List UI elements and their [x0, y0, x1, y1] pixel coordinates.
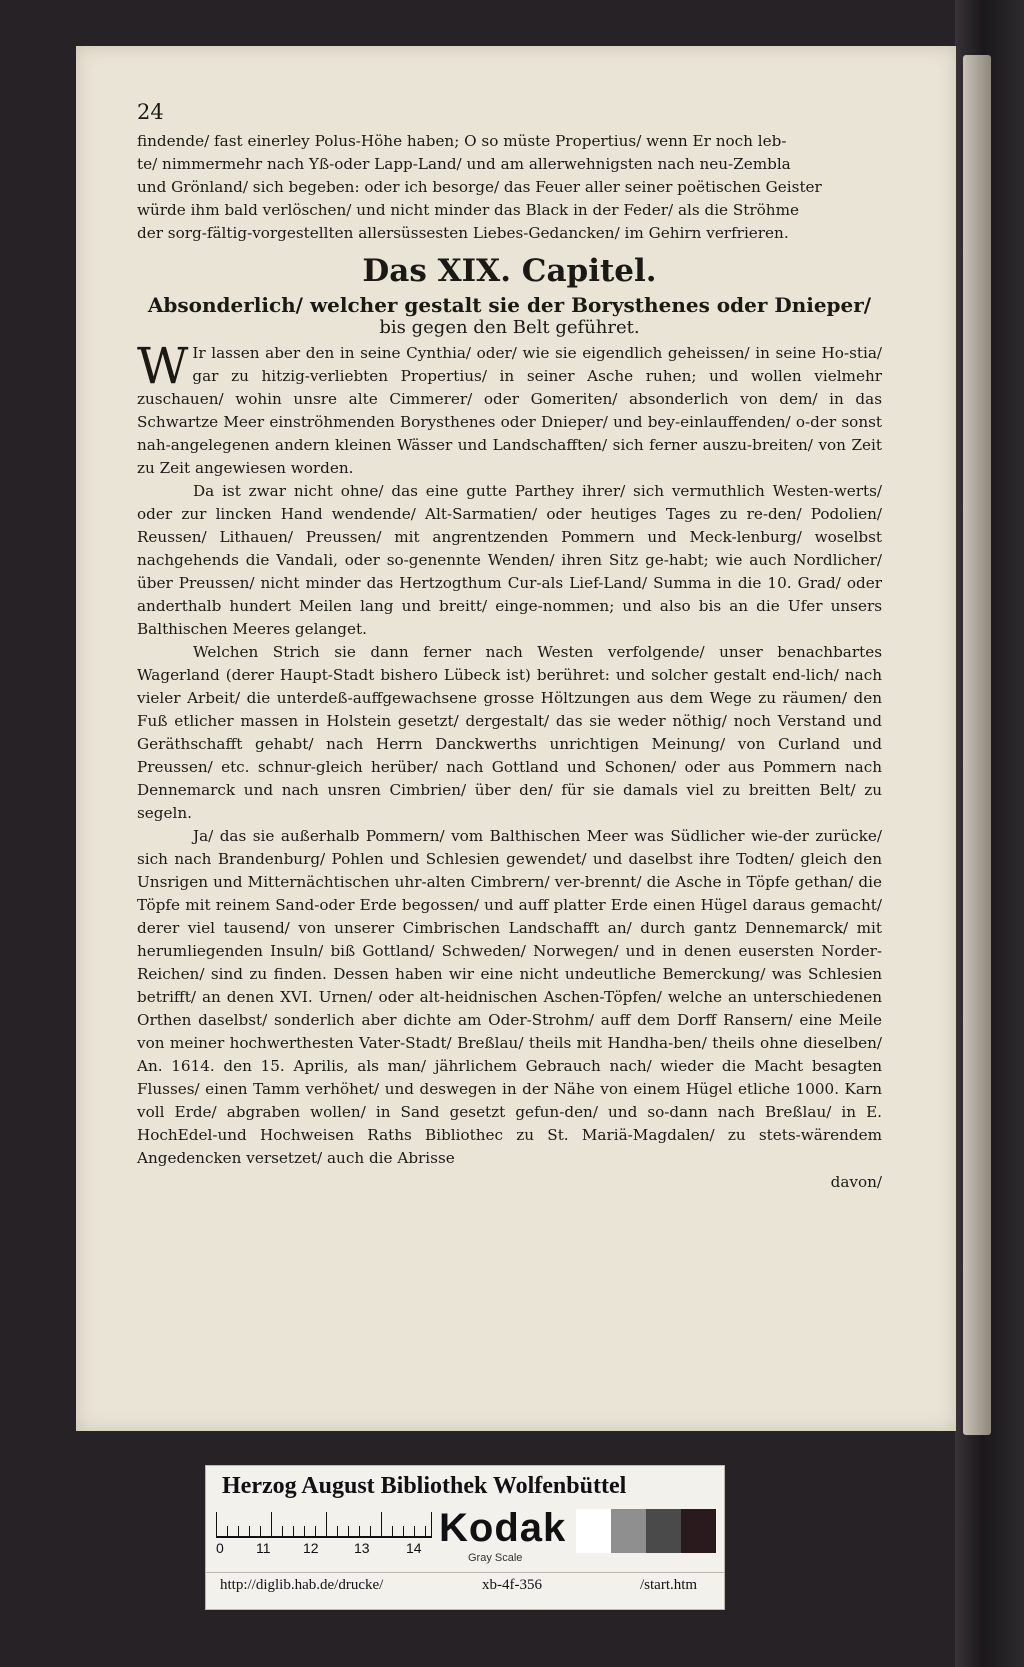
ruler-label: 0 — [216, 1540, 224, 1556]
ruler-label: 12 — [303, 1540, 319, 1556]
swatch-dark-gray — [646, 1509, 681, 1553]
shelfmark: xb-4f-356 — [482, 1577, 542, 1593]
paragraph-4: Ja/ das sie außerhalb Pommern/ vom Balthischen Meer was Südlicher wie-der zurücke/ sich nach Brandenburg/ Pohlen und Schlesien gewendet/ und daselbst ihre Todten/ gleich den Unsrigen und Mitternächtischen uhr-alten Cimbrern/ ver-brennt/ die Asche in Töpfe gethan/ die Töpfe mit reinem Sand-oder Erde begossen/ und auff platter Erde einen Hügel daraus gemacht/ derer viel tausend/ von unserer Cimbrischen Landschafft an/ durch gantz Dennemarck/ mit herumliegenden Insuln/ biß Gottland/ Schweden/ Norwegen/ und in denen eusersten Norder-Reichen/ sind zu finden. Dessen haben wir eine nicht undeutliche Bemerckung/ was Schlesien betrifft/ an denen XVI. Urnen/ oder alt-heidnischen Aschen-Töpfen/ welche an unterschiedenen Orthen daselbst/ sonderlich aber dichte am Oder-Strohm/ auff dem Dorff Ransern/ eine Meile von meiner hochwerthesten Vater-Stadt/ Breßlau/ theils mit Handha-ben/ theils ohne dieselben/ An. 1614. den 15. Aprilis, als man/ jährlichem Gebrauch nach/ wieder die Macht besagten Flusses/ einen Tamm verhöhet/ und deswegen in der Nähe von einem Hügel etliche 1000. Karn voll Erde/ abgraben wollen/ in Sand gesetzt gefun-den/ und so-dann nach Breßlau/ in E. HochEdel-und Hochweisen Raths Bibliothec zu St. Mariä-Magdalen/ zu stets-wärendem Angedencken versetzet/ auch die Abrisse — [137, 827, 882, 1167]
library-name: Herzog August Bibliothek Wolfenbüttel — [222, 1473, 627, 1499]
digital-library-url: http://diglib.hab.de/drucke/ — [220, 1577, 384, 1593]
gray-scale-label: Gray Scale — [468, 1552, 523, 1564]
chapter-title: Das XIX. Capitel. — [362, 253, 657, 289]
opening-line: findende/ fast einerley Polus-Höhe haben; O so müste Propertius/ wenn Er noch leb- — [137, 132, 787, 150]
opening-line: und Grönland/ sich begeben: oder ich besorge/ das Feuer aller seiner poëtischen Geister — [137, 178, 822, 196]
paragraph-2: Da ist zwar nicht ohne/ das eine gutte Parthey ihrer/ sich vermuthlich Westen-werts/ oder zur lincken Hand wendende/ Alt-Sarmatien/ oder heutiges Tages zu re-den/ Podolien/ Reussen/ Lithauen/ Preussen/ mit angrentzenden Pommern und Meck-lenburg/ woselbst nachgehends die Vandali, oder so-genennte Wenden/ ihren Sitz ge-habt; wie auch Nordlicher/ über Preussen/ nicht minder das Hertzogthum Cur-als Lief-Land/ Summa in die 10. Grad/ oder anderthalb hundert Meilen lang und breitt/ einge-nommen; und also bis an die Ufer unsers Balthischen Meeres gelanget. — [137, 482, 882, 638]
opening-line: der sorg-fältig-vorgestellten allersüssesten Liebes-Gedancken/ im Gehirn verfrieren. — [137, 224, 789, 242]
swatch-white — [576, 1509, 611, 1553]
card-divider — [206, 1572, 724, 1573]
next-page-edge — [963, 55, 991, 1435]
paragraph-3: Welchen Strich sie dann ferner nach Westen verfolgende/ unser benachbartes Wagerland (derer Haupt-Stadt bishero Lübeck ist) berühret: und solcher gestalt end-lich/ nach vieler Arbeit/ die unterdeß-auffgewachsene grosse Höltzungen aus dem Wege zu räumen/ den Fuß etlicher massen in Holstein gesetzt/ dergestalt/ das sie weder nöthig/ noch Verstand und Geräthschafft gehabt/ nach Herrn Danckwerths unrichtigen Meinung/ von Curland und Preussen/ etc. schnur-gleich herüber/ nach Gottland und Schonen/ oder aus Pommern nach Dennemarck und nach unsren Cimbrien/ über den/ für sie damals viel zu breitten Belt/ zu segeln. — [137, 643, 882, 822]
ruler-label: 11 — [256, 1540, 271, 1556]
page-text — [137, 100, 882, 1194]
chapter-subtitle-2: bis gegen den Belt geführet. — [379, 317, 640, 338]
opening-line: te/ nimmermehr nach Yß-oder Lapp-Land/ und am allerwehnigsten nach neu-Zembla — [137, 155, 791, 173]
ruler-label: 13 — [354, 1540, 370, 1556]
paragraph-1: WIr lassen aber den in seine Cynthia/ oder/ wie sie eigendlich geheissen/ in seine Ho-stia/ gar zu hitzig-verliebten Propertius/ in seiner Asche ruhen; und wollen vielmehr zuschauen/ wohin unsre alte Cimmerer/ oder Gomeriten/ absonderlich von dem/ in das Schwartze Meer einströhmenden Borysthenes oder Dnieper/ und bey-einlauffenden/ o-der sonst nah-angelegenen andern kleinen Wässer und Landschafften/ sich ferner auszu-breiten/ von Zeit zu Zeit angewiesen worden. — [137, 337, 882, 477]
opening-line: würde ihm bald verlöschen/ und nicht minder das Black in der Feder/ als die Ströhme — [137, 201, 799, 219]
library-color-card — [205, 1465, 725, 1610]
catchword: davon/ — [830, 1173, 882, 1191]
ruler-labels — [216, 1540, 432, 1556]
gray-swatches — [576, 1509, 716, 1553]
kodak-logo: Kodak — [439, 1506, 567, 1550]
scale-ruler — [216, 1512, 432, 1538]
page-number: 24 — [137, 100, 164, 124]
swatch-light-gray — [611, 1509, 646, 1553]
ruler-label: 14 — [406, 1540, 422, 1556]
start-page: /start.htm — [640, 1577, 698, 1593]
chapter-subtitle: Absonderlich/ welcher gestalt sie der Borysthenes oder Dnieper/ — [147, 293, 872, 317]
swatch-black — [681, 1509, 716, 1553]
